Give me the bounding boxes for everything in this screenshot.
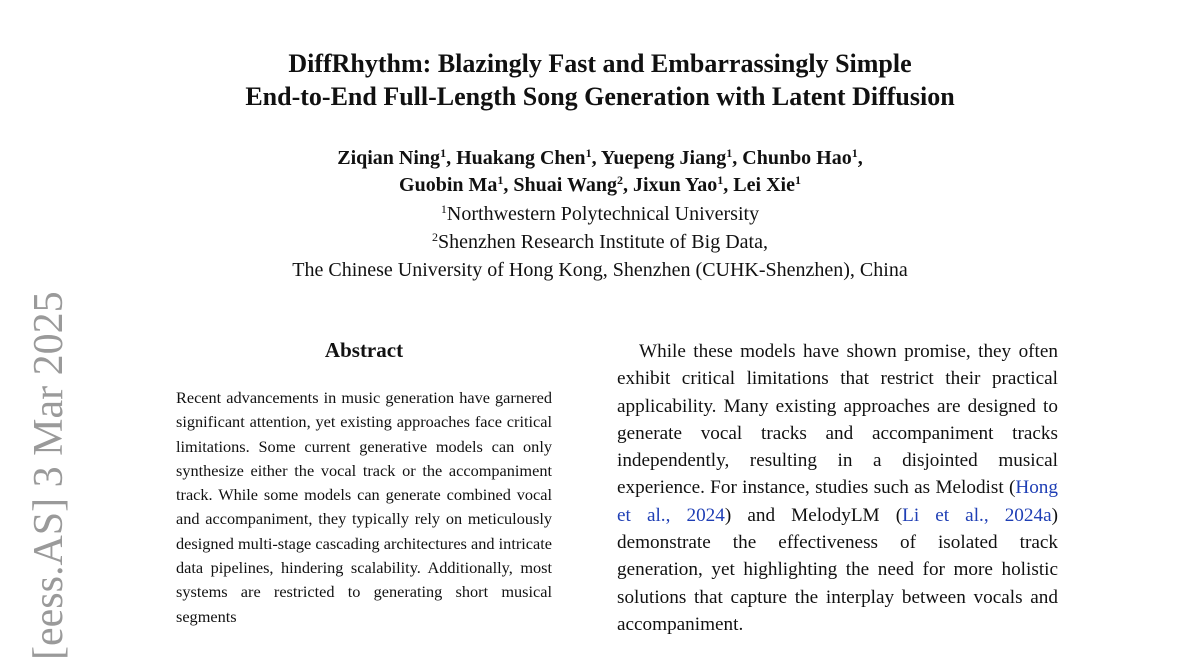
author-name: Yuepeng Jiang (600, 147, 727, 169)
paper-title-line-1: DiffRhythm: Blazingly Fast and Embarrassingly Simple (288, 49, 912, 78)
abstract-heading: Abstract (324, 338, 404, 362)
author-name: Ziqian Ning (337, 147, 441, 169)
author-name: Lei Xie (733, 174, 795, 196)
affiliation-2 (0, 229, 1200, 255)
affiliation-mark: 2 (432, 230, 439, 244)
author-separator: , (446, 147, 457, 169)
paper-title-line-2: End-to-End Full-Length Song Generation with Latent Diffusion (245, 82, 955, 111)
author-separator: , (723, 174, 734, 196)
body-text: While these models have shown promise, they often exhibit critical limitations that restrict their practical applicability. Many existing approaches are designed to generate vocal tracks and accompaniment tracks independently, resulting in a disjointed musical experience. For instance, studies such as Melodist ( (617, 341, 1058, 499)
affiliation-text: The Chinese University of Hong Kong, Shenzhen (CUHK-Shenzhen), China (292, 259, 908, 281)
author-separator: , (857, 147, 863, 169)
author-separator: , (503, 174, 514, 196)
author-affiliation-mark: 1 (726, 146, 733, 160)
author-separator: , (732, 147, 743, 169)
affiliation-text: Northwestern Polytechnical University (446, 203, 760, 225)
affiliation-text: Shenzhen Research Institute of Big Data, (438, 231, 768, 253)
abstract-text: Recent advancements in music generation have garnered significant attention, yet existing approaches face critical limitations. Some current generative models can only synthesize either the vocal track or the accompaniment track. While some models can generate combined vocal and accompaniment, they typically rely on meticulously designed multi-stage cascading architectures and intricate data pipelines, hindering scalability. Additionally, most systems are restricted to generating short musical segments (176, 388, 552, 626)
body-paragraph (617, 338, 1058, 638)
author-line-2 (0, 172, 1200, 198)
author-affiliation-mark: 2 (617, 173, 623, 187)
author-affiliation-mark: 1 (585, 146, 592, 160)
author-name: Huakang Chen (456, 147, 586, 169)
author-name: Chunbo Hao (742, 147, 852, 169)
author-affiliation-mark: 1 (717, 173, 724, 187)
author-affiliation-mark: 1 (794, 173, 801, 187)
author-separator: , (591, 147, 601, 169)
author-affiliation-mark: 1 (440, 146, 447, 160)
author-line-1 (0, 145, 1200, 171)
introduction-column (617, 338, 1058, 638)
arxiv-identifier-stamp: [eess.AS] 3 Mar 2025 (26, 291, 72, 660)
author-name: Shuai Wang (513, 174, 617, 196)
citation-link[interactable]: Li et al., 2024a (902, 504, 1052, 526)
body-text: ) demonstrate the effectiveness of isolated track generation, yet highlighting the need for more holistic solutions that capture the interplay between vocals and accompaniment. (617, 504, 1058, 635)
author-affiliation-mark: 1 (851, 146, 858, 160)
author-name: Jixun Yao (633, 174, 718, 196)
author-affiliation-mark: 1 (497, 173, 504, 187)
author-name: Guobin Ma (399, 174, 498, 196)
author-separator: , (623, 174, 633, 196)
citation-link[interactable]: Hong et al., 2024 (617, 477, 1058, 526)
affiliation-mark: 1 (440, 202, 447, 216)
affiliation-3 (0, 257, 1200, 283)
affiliation-1 (0, 201, 1200, 227)
body-text: ) and MelodyLM ( (724, 504, 903, 526)
